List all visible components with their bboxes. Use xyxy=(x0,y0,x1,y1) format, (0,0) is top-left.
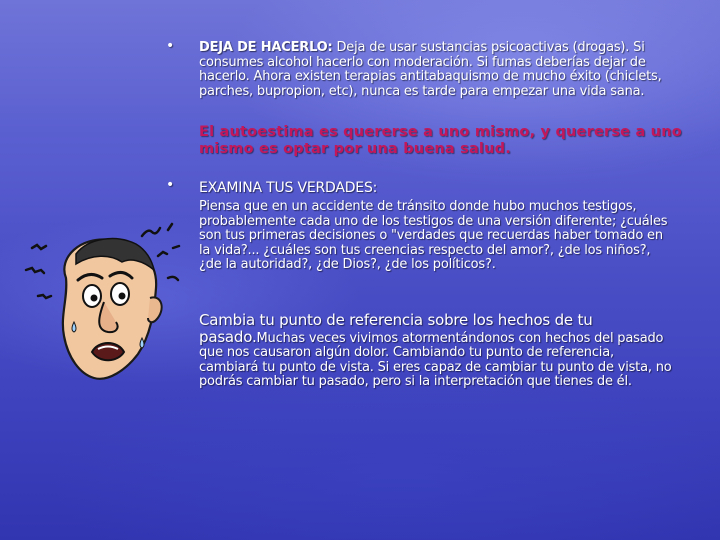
worried-face-clipart-icon xyxy=(18,218,188,418)
section1-text: Deja de usar sustancias psicoactivas (drogas). Si consumes alcohol hacerlo con moderación. Si fumas deberías dejar de hacerlo. Ahora existen terapias antitabaquismo de mucho éxito (chiclets, parches, bupropion, etc), nunca es tarde para empezar una vida sana. xyxy=(199,40,662,99)
self-esteem-statement: El autoestima es quererse a uno mismo, y quererse a uno mismo es optar por una buena salud. xyxy=(199,124,682,157)
bullet-marker-1: • xyxy=(166,38,175,54)
section3-label: Cambia tu punto de referencia sobre los hechos de tu pasado. xyxy=(199,311,593,346)
section-deja-de-hacerlo xyxy=(199,41,669,99)
section2-heading: EXAMINA TUS VERDADES: xyxy=(199,180,378,196)
section1-label: DEJA DE HACERLO: xyxy=(199,40,333,55)
section2-text: Piensa que en un accidente de tránsito donde hubo muchos testigos, probablemente cada uno de los testigos de una versión diferente; ¿cuáles son tus primeras decisiones o "verdades que recuerdas haber tomado en la vida?... ¿cuáles son tus creencias respecto del amor?, ¿de los niños?, ¿de la autoridad?, ¿de Dios?, ¿de los políticos?. xyxy=(199,199,668,272)
ear-icon xyxy=(148,297,162,322)
bullet-marker-2: • xyxy=(166,177,175,193)
section3-text: Muchas veces vivimos atormentándonos con hechos del pasado que nos causaron algún dolor. Cambiando tu punto de referencia, cambiará tu punto de vista. Si eres capaz de cambiar tu punto de vista, no podrás cambiar tu pasado, pero si la interpretación que tienes de él. xyxy=(199,330,672,389)
section-cambia-punto-referencia xyxy=(199,313,677,390)
section-examina-tus-verdades xyxy=(199,181,669,273)
